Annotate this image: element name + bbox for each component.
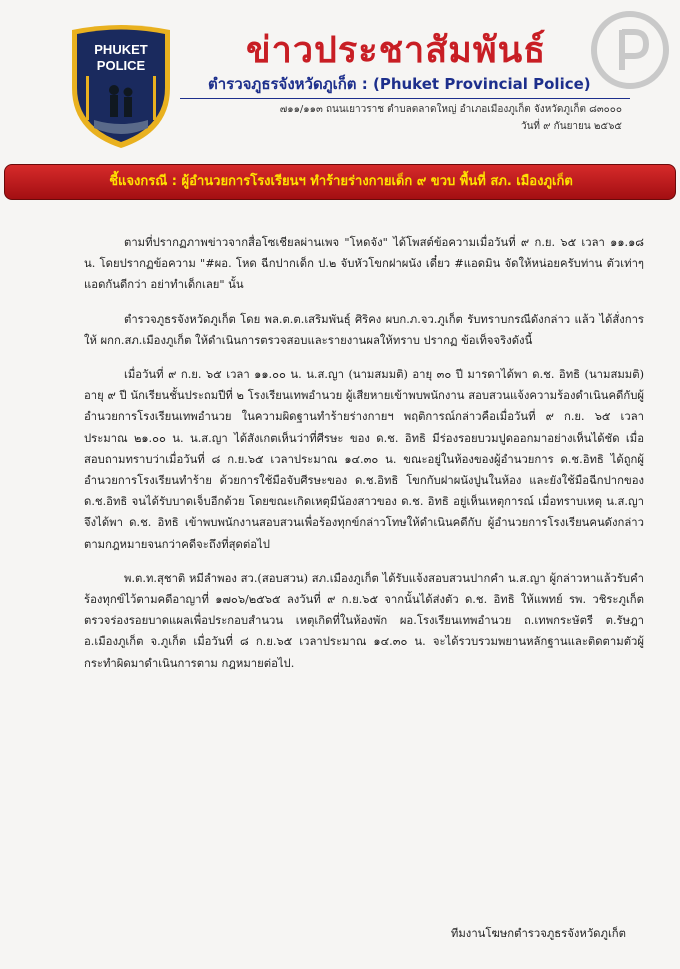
headline-banner (4, 164, 676, 200)
channel-watermark-icon (588, 8, 672, 92)
phuket-police-badge-logo (66, 24, 176, 152)
header-divider (180, 98, 630, 99)
press-release-body (84, 232, 644, 687)
headline-text: ชี้แจงกรณี : ผู้อำนวยการโรงเรียนฯ ทำร้ายร่างกายเด็ก ๙ ขวบ พื้นที่ สภ. เมืองภูเก็ต (109, 174, 573, 189)
body-paragraph-3: เมื่อวันที่ ๙ ก.ย. ๖๕ เวลา ๑๑.๐๐ น. น.ส.ญา (นามสมมติ) อายุ ๓๐ ปี มารดาได้พา ด.ช. อิทธิ (นามสมมติ) อายุ ๙ ปี นักเรียนชั้นประถมปีที่ ๒ โรงเรียนเทพอำนวย ผู้เสียหายเข้าพบพนักงาน สอบสวนแจ้งความร้องดำเนินคดีกับผู้อำนวยการโรงเรียนเทพอำนวย ในความผิดฐานทำร้ายร่างกายฯ พฤติการณ์กล่าวคือเมื่อวันที่ ๙ ก.ย. ๖๕ เวลาประมาณ ๒๑.๐๐ น. น.ส.ญา ได้สังเกตเห็นว่าที่ศีรษะ ของ ด.ช. อิทธิ มีร่องรอยบวมปูดออกมาอย่างเห็นได้ชัด เมื่อสอบถามทราบว่าเมื่อวันที่ ๘ ก.ย.๖๕ เวลาประมาณ ๑๔.๓๐ น. ขณะอยู่ในห้องของผู้อำนวยการ ด.ช.อิทธิ ได้ถูกผู้อำนวยการโรงเรียนทำร้าย ด้วยการใช้มือจับศีรษะของ ด.ช.อิทธิ โขกกับฝาผนังปูนในห้อง และยังใช้มือฉีกปากของ ด.ช.อิทธิ จนได้รับบาดเจ็บอีกด้วย โดยขณะเกิดเหตุมีน้องสาวของ ด.ช. อิทธิ อยู่เห็นเหตุการณ์ เมื่อทราบเหตุ น.ส.ญา จึงได้พา ด.ช. อิทธิ เข้าพบพนักงานสอบสวนเพื่อร้องทุกข์กล่าวโทษให้ดำเนินคดีกับ ผู้อำนวยการโรงเรียนคนดังกล่าวตามกฎหมายจนกว่าคดีจะถึงที่สุดต่อไป (84, 368, 644, 551)
release-date: วันที่ ๙ กันยายน ๒๕๖๕ (520, 121, 622, 132)
press-release-title: ข่าวประชาสัมพันธ์ (246, 29, 547, 71)
logo-text-phuket: PHUKET (94, 42, 148, 57)
logo-text-police: POLICE (96, 58, 146, 73)
agency-address: ๗๑๑/๑๑๓ ถนนเยาวราช ตำบลตลาดใหญ่ อำเภอเมืองภูเก็ต จังหวัดภูเก็ต ๘๓๐๐๐ (279, 104, 622, 115)
signature-line: ทีมงานโฆษกตำรวจภูธรจังหวัดภูเก็ต (450, 927, 626, 940)
body-paragraph-4: พ.ต.ท.สุชาติ หมีลำพอง สว.(สอบสวน) สภ.เมืองภูเก็ต ได้รับแจ้งสอบสวนปากคำ น.ส.ญา ผู้กล่าวหาแล้วรับคำร้องทุกข์ไว้ตามคดีอาญาที่ ๑๗๐๖/๒๕๖๕ ลงวันที่ ๙ ก.ย.๖๕ จากนั้นได้ส่งตัว ด.ช. อิทธิ ให้แพทย์ รพ. วชิระภูเก็ต ตรวจร่องรอยบาดแผลเพื่อประกอบสำนวน เหตุเกิดที่ในห้องพัก ผอ.โรงเรียนเทพอำนวย ถ.เทพกระษัตรี ต.รัษฎา อ.เมืองภูเก็ต จ.ภูเก็ต เมื่อวันที่ ๘ ก.ย.๖๕ เวลาประมาณ ๑๔.๓๐ น. จะได้รวบรวมพยานหลักฐานและติดตามตัวผู้กระทำผิดมาดำเนินการตาม กฎหมายต่อไป. (84, 571, 644, 670)
body-paragraph-1: ตามที่ปรากฏภาพข่าวจากสื่อโซเชียลผ่านเพจ "โหดจัง" ได้โพสต์ข้อความเมื่อวันที่ ๙ ก.ย. ๖๕ เวลา ๑๑.๑๘ น. โดยปรากฏข้อความ "#ผอ. โหด ฉีกปากเด็ก ป.๒ จับหัวโขกฝาผนัง เดี๋ยว #แอดมิน จัดให้หน่อยครับท่าน ตัวเท่าๆแอดกันดีกว่า อย่าทำเด็กเลย" นั้น (84, 236, 644, 292)
body-paragraph-2: ตำรวจภูธรจังหวัดภูเก็ต โดย พล.ต.ต.เสริมพันธุ์ ศิริคง ผบก.ภ.จว.ภูเก็ต รับทราบกรณีดังกล่าว แล้ว ได้สั่งการให้ ผกก.สภ.เมืองภูเก็ต ให้ดำเนินการตรวจสอบและรายงานผลให้ทราบ ปรากฏ ข้อเท็จจริงดังนี้ (84, 312, 644, 347)
agency-subtitle: ตำรวจภูธรจังหวัดภูเก็ต : (Phuket Provincial Police) (208, 75, 591, 93)
